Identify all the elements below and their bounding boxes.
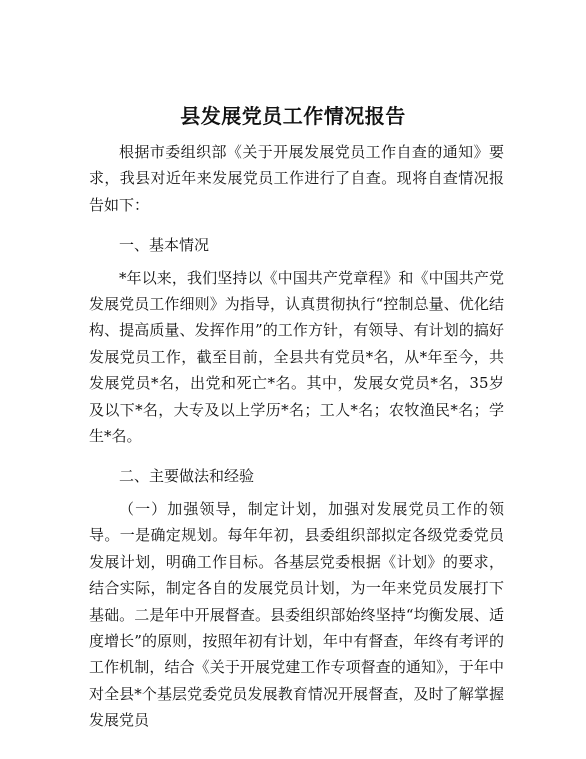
document-title: 县发展党员工作情况报告 (180, 104, 406, 128)
document-body (89, 139, 504, 734)
section-heading-basic: 一、基本情况 (119, 236, 210, 255)
practices-paragraph: （一）加强领导，制定计划，加强对发展党员工作的领导。一是确定规划。每年年初，县委组织部拟定各级党委党员发展计划，明确工作目标。各基层党委根据《计划》的要求，结合实际，制定各自的发展党员计划，为一年来党员发展打下基础。二是年中开展督查。县委组织部始终坚持“均衡发展、适度增长”的原则，按照年初有计划，年中有督查，年终有考评的工作机制，结合《关于开展党建工作专项督查的通知》，于年中对全县*个基层党委党员发展教育情况开展督查，及时了解掌握发展党员 (89, 499, 504, 730)
intro-paragraph: 根据市委组织部《关于开展发展党员工作自查的通知》要求，我县对近年来发展党员工作进行了自查。现将自查情况报告如下： (89, 143, 504, 214)
section-heading-practices: 二、主要做法和经验 (119, 467, 255, 486)
basic-situation-paragraph: *年以来，我们坚持以《中国共产党章程》和《中国共产党发展党员工作细则》为指导，认真贯彻执行“控制总量、优化结构、提高质量、发挥作用”的工作方针，有领导、有计划的搞好发展党员工作，截至目前，全县共有党员*名，从*年至今，共发展党员*名，出党和死亡*名。其中，发展女党员*名，35岁及以下*名，大专及以上学历*名；工人*名；农牧渔民*名；学生*名。 (89, 268, 504, 446)
